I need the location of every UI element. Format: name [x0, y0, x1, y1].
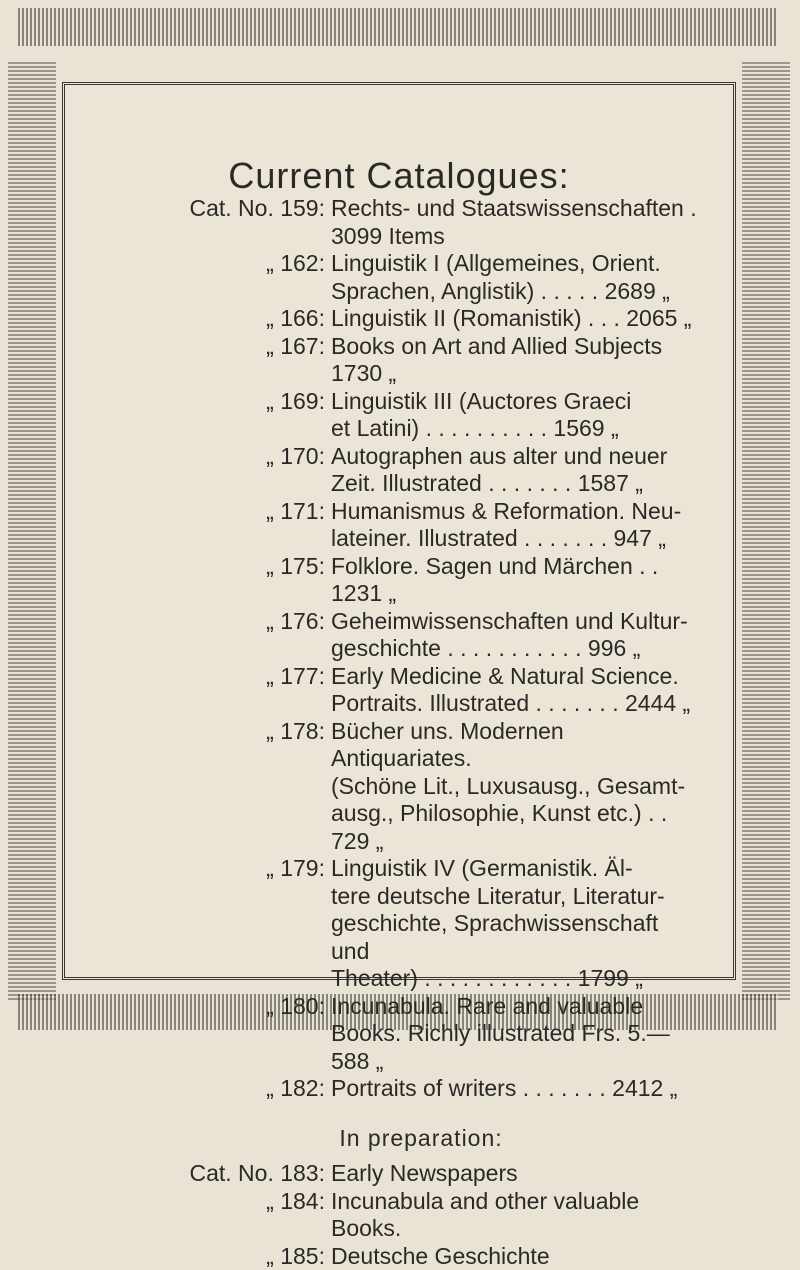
preparation-title: Early Newspapers	[331, 1160, 701, 1188]
catalogue-description-line: Zeit. Illustrated . . . . . . . 1587 „	[331, 470, 701, 498]
catalogue-description	[331, 250, 701, 305]
catalogue-entry	[141, 855, 701, 993]
catalogue-number: „ 179:	[141, 855, 331, 993]
catalogue-description-line: Portraits of writers . . . . . . . 2412 „	[331, 1075, 701, 1103]
catalogue-description	[331, 498, 701, 553]
catalogue-description-line: Sprachen, Anglistik) . . . . . 2689 „	[331, 278, 701, 306]
catalogue-entry	[141, 195, 701, 250]
catalogue-description-line: Bücher uns. Modernen Antiquariates.	[331, 718, 701, 773]
catalogue-description-line: Books. Richly illustrated Frs. 5.— 588 „	[331, 1020, 701, 1075]
catalogue-description-line: Incunabula. Rare and valuable	[331, 993, 701, 1021]
ornamental-border-top	[18, 8, 778, 68]
catalogue-entry	[141, 443, 701, 498]
catalogue-description	[331, 608, 701, 663]
catalogue-description-line: Theater) . . . . . . . . . . . . 1799 „	[331, 965, 701, 993]
preparation-title: Deutsche Geschichte	[331, 1243, 701, 1270]
catalogue-description-line: Linguistik IV (Germanistik. Äl-	[331, 855, 701, 883]
catalogue-entry	[141, 498, 701, 553]
preparation-entry	[141, 1188, 701, 1243]
catalogue-description-line: ausg., Philosophie, Kunst etc.) . . 729 „	[331, 800, 701, 855]
catalogue-number: Cat. No. 159:	[141, 195, 331, 250]
page-title: Current Catalogues:	[65, 155, 733, 197]
catalogue-entry	[141, 305, 701, 333]
catalogue-description-line: Linguistik II (Romanistik) . . . 2065 „	[331, 305, 701, 333]
catalogue-number: „ 184:	[141, 1188, 331, 1243]
catalogue-description	[331, 388, 701, 443]
catalogue-description-line: (Schöne Lit., Luxusausg., Gesamt-	[331, 773, 701, 801]
catalogue-number: „ 177:	[141, 663, 331, 718]
catalogue-description	[331, 718, 701, 856]
catalogue-description-line: Geheimwissenschaften und Kultur-	[331, 608, 701, 636]
catalogue-entry	[141, 553, 701, 608]
catalogue-description-line: tere deutsche Literatur, Literatur-	[331, 883, 701, 911]
catalogue-description	[331, 553, 701, 608]
catalogue-number: „ 180:	[141, 993, 331, 1076]
catalogue-description-line: lateiner. Illustrated . . . . . . . 947 „	[331, 525, 701, 553]
catalogue-description-line: Portraits. Illustrated . . . . . . . 2444 „	[331, 690, 701, 718]
catalogue-number: „ 178:	[141, 718, 331, 856]
catalogue-description-line: Rechts- und Staatswissenschaften . 3099 Items	[331, 195, 701, 250]
ornamental-border-left	[8, 60, 56, 1000]
catalogue-description	[331, 443, 701, 498]
catalogue-description	[331, 1075, 701, 1103]
catalogue-entry	[141, 388, 701, 443]
catalogue-description-line: Books on Art and Allied Subjects 1730 „	[331, 333, 701, 388]
catalogue-number: „ 170:	[141, 443, 331, 498]
catalogue-description	[331, 993, 701, 1076]
catalogue-description-line: Humanismus & Reformation. Neu-	[331, 498, 701, 526]
catalogue-description-line: geschichte, Sprachwissenschaft und	[331, 910, 701, 965]
catalogue-description	[331, 305, 701, 333]
catalogue-entry	[141, 663, 701, 718]
catalogue-number: „ 185:	[141, 1243, 331, 1270]
catalogue-entry	[141, 1075, 701, 1103]
catalogue-description-line: Folklore. Sagen und Märchen . . 1231 „	[331, 553, 701, 608]
catalogue-entry	[141, 608, 701, 663]
page-frame	[62, 82, 736, 980]
catalogue-description	[331, 195, 701, 250]
catalogue-number: „ 167:	[141, 333, 331, 388]
catalogue-number: Cat. No. 183:	[141, 1160, 331, 1188]
catalogue-description-line: Linguistik I (Allgemeines, Orient.	[331, 250, 701, 278]
ornamental-border-right	[742, 60, 790, 1000]
catalogue-description	[331, 333, 701, 388]
catalogue-entry	[141, 993, 701, 1076]
catalogue-entry	[141, 250, 701, 305]
preparation-title: Incunabula and other valuable Books.	[331, 1188, 701, 1243]
catalogue-entry	[141, 333, 701, 388]
preparation-heading: In preparation:	[141, 1125, 701, 1153]
catalogue-description-line: geschichte . . . . . . . . . . . 996 „	[331, 635, 701, 663]
catalogue-description-line: Autographen aus alter und neuer	[331, 443, 701, 471]
catalogue-list	[141, 195, 701, 1270]
catalogue-number: „ 166:	[141, 305, 331, 333]
catalogue-description-line: et Latini) . . . . . . . . . . 1569 „	[331, 415, 701, 443]
catalogue-number: „ 175:	[141, 553, 331, 608]
catalogue-number: „ 169:	[141, 388, 331, 443]
preparation-entry	[141, 1160, 701, 1188]
catalogue-number: „ 162:	[141, 250, 331, 305]
catalogue-description	[331, 663, 701, 718]
catalogue-number: „ 176:	[141, 608, 331, 663]
catalogue-description-line: Linguistik III (Auctores Graeci	[331, 388, 701, 416]
catalogue-description	[331, 855, 701, 993]
preparation-entry	[141, 1243, 701, 1270]
catalogue-description-line: Early Medicine & Natural Science.	[331, 663, 701, 691]
catalogue-entry	[141, 718, 701, 856]
catalogue-number: „ 171:	[141, 498, 331, 553]
catalogue-number: „ 182:	[141, 1075, 331, 1103]
